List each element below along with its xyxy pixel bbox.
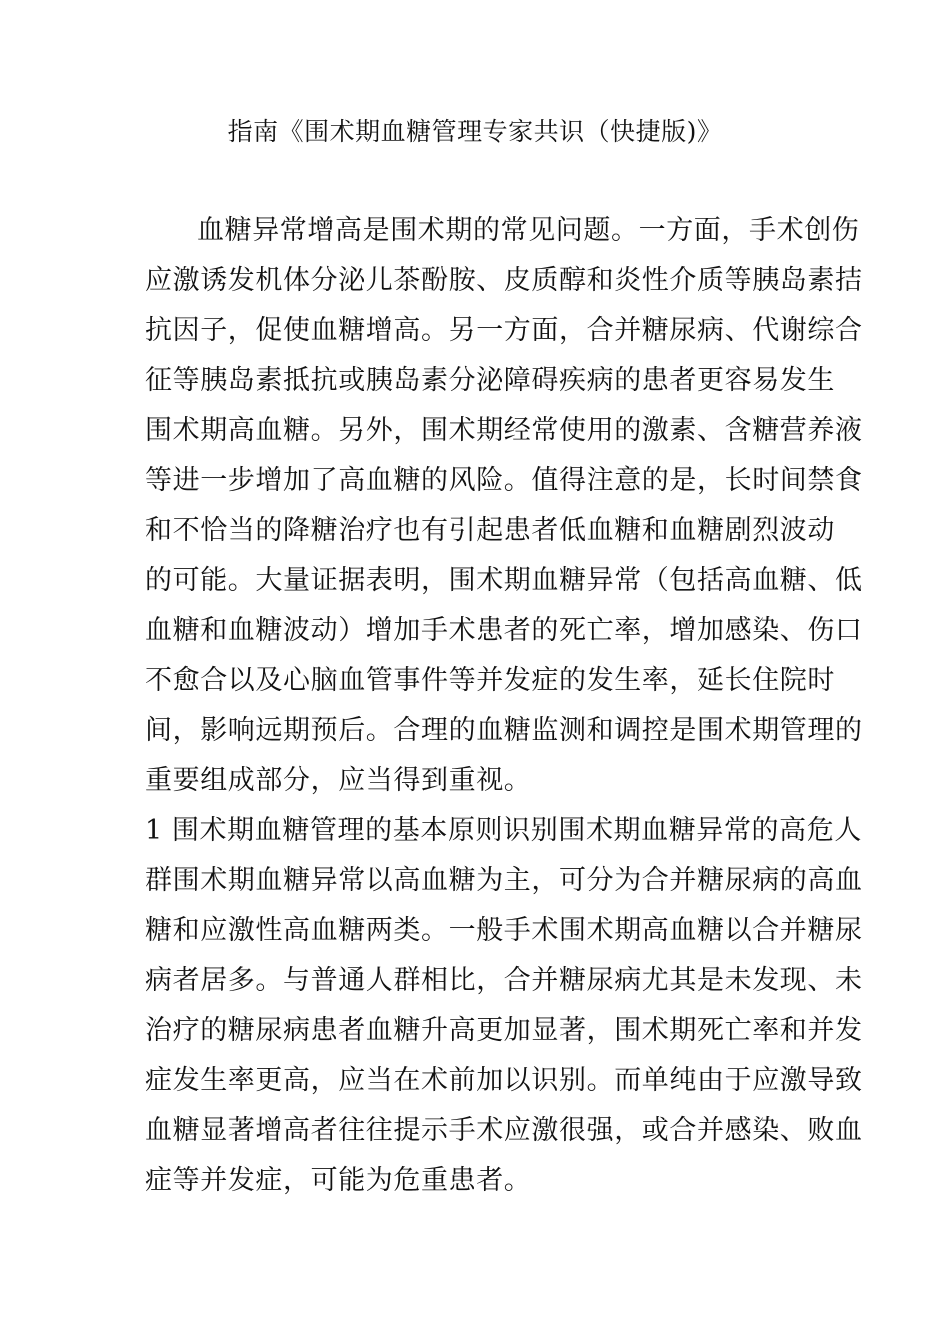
paragraph-line: 征等胰岛素抵抗或胰岛素分泌障碍疾病的患者更容易发生 [145, 365, 835, 396]
paragraph-line: 等进一步增加了高血糖的风险。值得注意的是，长时间禁食 [145, 465, 863, 496]
paragraph-line: 间，影响远期预后。合理的血糖监测和调控是围术期管理的 [145, 715, 863, 746]
paragraph-line: 治疗的糖尿病患者血糖升高更加显著，围术期死亡率和并发 [145, 1015, 863, 1046]
paragraph-line: 围术期高血糖。另外，围术期经常使用的激素、含糖营养液 [145, 415, 863, 446]
section-heading-line: 1 围术期血糖管理的基本原则识别围术期血糖异常的高危人 [145, 815, 862, 846]
paragraph-line: 的可能。大量证据表明，围术期血糖异常（包括高血糖、低 [145, 565, 863, 596]
document-title: 指南《围术期血糖管理专家共识（快捷版)》 [227, 117, 723, 146]
paragraph-line: 病者居多。与普通人群相比，合并糖尿病尤其是未发现、未 [145, 965, 863, 996]
paragraph-line: 血糖和血糖波动）增加手术患者的死亡率，增加感染、伤口 [145, 615, 863, 646]
paragraph-line: 和不恰当的降糖治疗也有引起患者低血糖和血糖剧烈波动 [145, 515, 835, 546]
paragraph-line: 抗因子，促使血糖增高。另一方面，合并糖尿病、代谢综合 [145, 315, 863, 346]
paragraph-line: 症等并发症，可能为危重患者。 [145, 1165, 532, 1196]
paragraph-line: 不愈合以及心脑血管事件等并发症的发生率，延长住院时 [145, 665, 835, 696]
paragraph-line: 应激诱发机体分泌儿茶酚胺、皮质醇和炎性介质等胰岛素拮 [145, 265, 863, 296]
paragraph-line: 症发生率更高，应当在术前加以识别。而单纯由于应激导致 [145, 1065, 863, 1096]
paragraph-line: 血糖异常增高是围术期的常见问题。一方面，手术创伤 [197, 215, 860, 246]
paragraph-line: 糖和应激性高血糖两类。一般手术围术期高血糖以合并糖尿 [145, 915, 863, 946]
paragraph-line: 血糖显著增高者往往提示手术应激很强，或合并感染、败血 [145, 1115, 863, 1146]
paragraph-line: 重要组成部分，应当得到重视。 [145, 765, 532, 796]
paragraph-line: 群围术期血糖异常以高血糖为主，可分为合并糖尿病的高血 [145, 865, 863, 896]
